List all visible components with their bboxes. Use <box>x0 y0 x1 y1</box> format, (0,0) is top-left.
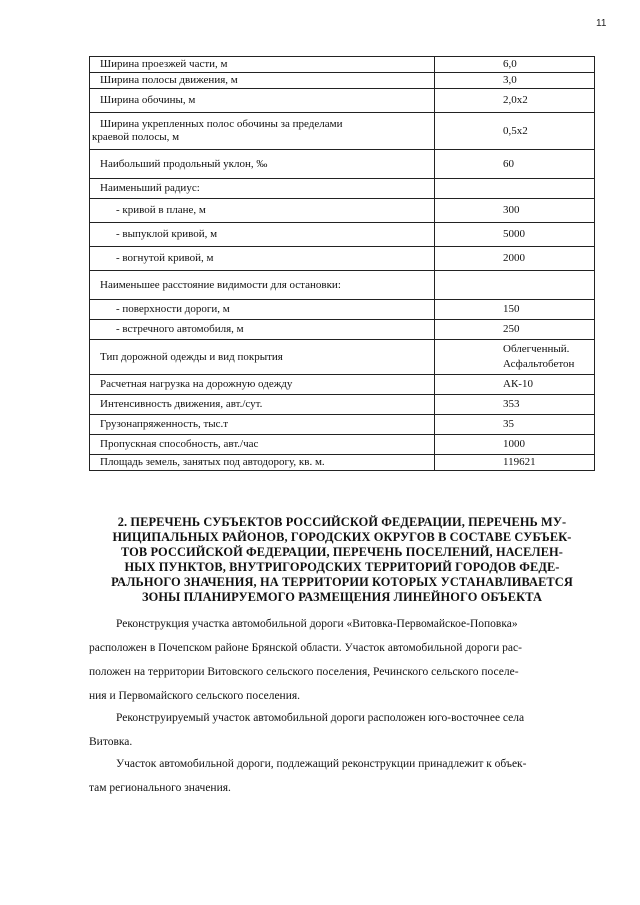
table-row <box>90 73 595 89</box>
paragraph-direction <box>89 706 595 754</box>
paragraph-line: Реконструируемый участок автомобильной дороги расположен юго-восточнее села <box>116 712 525 724</box>
param-value: 5000 <box>435 223 595 247</box>
param-name: Грузонапряженность, тыс.т <box>90 415 435 435</box>
param-value <box>435 179 595 199</box>
table-row <box>90 300 595 320</box>
section-title-line: НЫХ ПУНКТОВ, ВНУТРИГОРОДСКИХ ТЕРРИТОРИЙ ГОРОДОВ ФЕДЕ- <box>124 559 560 574</box>
table-row <box>90 57 595 73</box>
param-value: 0,5x2 <box>435 113 595 150</box>
param-value: 3,0 <box>435 73 595 89</box>
param-value: 60 <box>435 150 595 179</box>
table-row <box>90 271 595 300</box>
table-row <box>90 150 595 179</box>
param-name-line: Ширина укрепленных полос обочины за пределами <box>100 118 343 130</box>
param-name: Наименьший радиус: <box>90 179 435 199</box>
section-title-line: 2. ПЕРЕЧЕНЬ СУБЪЕКТОВ РОССИЙСКОЙ ФЕДЕРАЦИИ, ПЕРЕЧЕНЬ МУ- <box>117 515 567 529</box>
section-title-line: РАЛЬНОГО ЗНАЧЕНИЯ, НА ТЕРРИТОРИИ КОТОРЫХ УСТАНАВЛИВАЕТСЯ <box>111 574 573 589</box>
table-row <box>90 179 595 199</box>
param-name: - кривой в плане, м <box>90 199 435 223</box>
param-name: Наибольший продольный уклон, ‰ <box>90 150 435 179</box>
param-value-line: Облегченный. <box>503 343 570 355</box>
table-row <box>90 247 595 271</box>
param-value: 119621 <box>435 455 595 471</box>
param-value: 353 <box>435 395 595 415</box>
paragraph-line: там регионального значения. <box>89 782 231 794</box>
param-name: Тип дорожной одежды и вид покрытия <box>90 340 435 375</box>
section-title-line: ЗОНЫ ПЛАНИРУЕМОГО РАЗМЕЩЕНИЯ ЛИНЕЙНОГО ОБЪЕКТА <box>141 589 543 604</box>
param-value-line: Асфальтобетон <box>503 358 575 370</box>
table-row <box>90 199 595 223</box>
page-number: 11 <box>596 18 607 29</box>
table-row <box>90 415 595 435</box>
table-row <box>90 89 595 113</box>
param-name: Ширина полосы движения, м <box>90 73 435 89</box>
param-name: Наименьшее расстояние видимости для остановки: <box>90 271 435 300</box>
paragraph-line: Реконструкция участка автомобильной дороги «Витовка-Первомайское-Поповка» <box>116 618 518 630</box>
param-value: 2,0x2 <box>435 89 595 113</box>
table-row <box>90 395 595 415</box>
param-value: 1000 <box>435 435 595 455</box>
table-row <box>90 320 595 340</box>
table-row <box>90 435 595 455</box>
param-name: - выпуклой кривой, м <box>90 223 435 247</box>
table-row <box>90 223 595 247</box>
param-name <box>90 113 435 150</box>
param-name: Расчетная нагрузка на дорожную одежду <box>90 375 435 395</box>
param-name: - поверхности дороги, м <box>90 300 435 320</box>
paragraph-location <box>89 612 595 708</box>
road-parameters-table <box>89 56 595 471</box>
paragraph-line: Витовка. <box>89 736 133 748</box>
param-value: 250 <box>435 320 595 340</box>
param-value: 35 <box>435 415 595 435</box>
paragraph-significance <box>89 752 595 800</box>
section-title-line: ТОВ РОССИЙСКОЙ ФЕДЕРАЦИИ, ПЕРЕЧЕНЬ ПОСЕЛЕНИЙ, НАСЕЛЕН- <box>120 544 564 559</box>
param-value: АК-10 <box>435 375 595 395</box>
param-value: 6,0 <box>435 57 595 73</box>
section-title <box>89 515 595 604</box>
param-name-line: краевой полосы, м <box>92 131 180 143</box>
paragraph-line: расположен в Почепском районе Брянской области. Участок автомобильной дороги рас- <box>89 642 522 654</box>
table-row <box>90 340 595 375</box>
param-name: Ширина обочины, м <box>90 89 435 113</box>
param-value: 150 <box>435 300 595 320</box>
param-name: Ширина проезжей части, м <box>90 57 435 73</box>
param-name: Интенсивность движения, авт./сут. <box>90 395 435 415</box>
paragraph-line: Участок автомобильной дороги, подлежащий реконструкции принадлежит к объек- <box>116 758 527 770</box>
param-value: 300 <box>435 199 595 223</box>
param-name: - вогнутой кривой, м <box>90 247 435 271</box>
param-value <box>435 271 595 300</box>
param-name: Площадь земель, занятых под автодорогу, кв. м. <box>90 455 435 471</box>
table-row <box>90 455 595 471</box>
section-title-line: НИЦИПАЛЬНЫХ РАЙОНОВ, ГОРОДСКИХ ОКРУГОВ В СОСТАВЕ СУБЪЕК- <box>112 529 572 544</box>
param-name: Пропускная способность, авт./час <box>90 435 435 455</box>
param-value <box>435 340 595 375</box>
param-name: - встречного автомобиля, м <box>90 320 435 340</box>
param-value: 2000 <box>435 247 595 271</box>
table-row <box>90 375 595 395</box>
paragraph-line: ния и Первомайского сельского поселения. <box>89 690 301 702</box>
table-row <box>90 113 595 150</box>
paragraph-line: положен на территории Витовского сельского поселения, Речинского сельского поселе- <box>89 666 519 678</box>
